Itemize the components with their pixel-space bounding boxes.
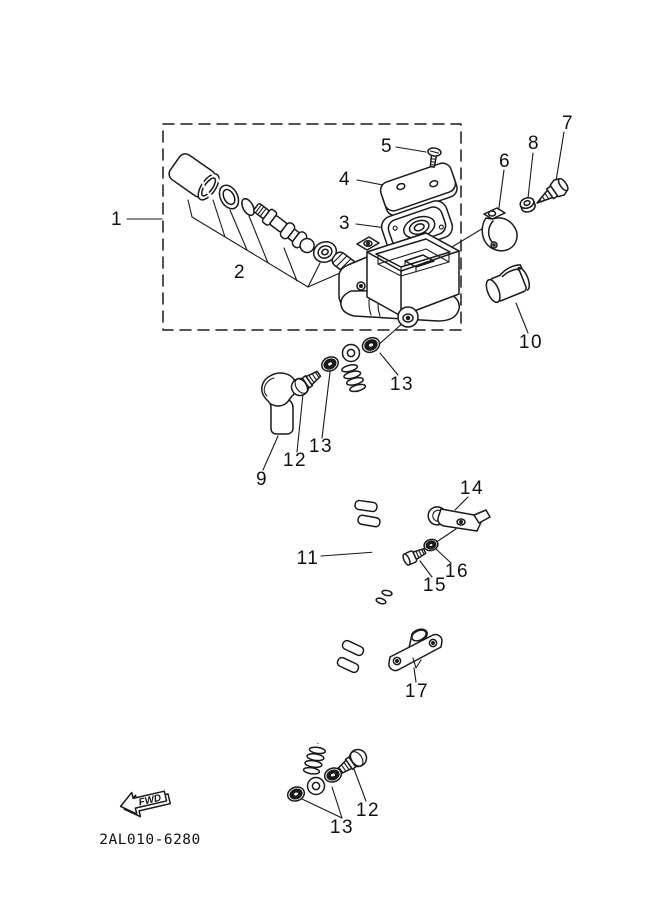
part-callout-15: 15 <box>422 575 448 596</box>
hose-guide-bracket <box>428 507 490 531</box>
crush-washer <box>286 785 307 804</box>
part-callout-16: 16 <box>444 561 470 582</box>
piston-boot <box>166 151 223 203</box>
part-callout-3: 3 <box>338 213 352 234</box>
part-callout-8: 8 <box>527 133 541 154</box>
part-callout-13: 13 <box>389 374 415 395</box>
part-callout-14: 14 <box>459 478 485 499</box>
lower-clamp-bracket <box>389 628 442 671</box>
drawing-number: 2AL010-6280 <box>99 832 201 848</box>
crush-washer <box>360 335 382 355</box>
part-callout-6: 6 <box>498 151 512 172</box>
handlebar-clamp <box>482 263 532 305</box>
part-callout-1: 1 <box>110 209 124 230</box>
part-callout-10: 10 <box>518 332 544 353</box>
o-ring <box>239 197 256 218</box>
part-callout-12: 12 <box>282 450 308 471</box>
fwd-label: FWD <box>137 792 163 809</box>
holder-bracket <box>482 208 517 251</box>
part-callout-2: 2 <box>233 262 247 283</box>
part-callout-13: 13 <box>308 436 334 457</box>
guide-screw <box>402 546 428 566</box>
part-callout-12: 12 <box>355 800 381 821</box>
part-callout-13: 13 <box>329 817 355 838</box>
brake-hose <box>303 345 392 795</box>
mount-washer <box>519 196 537 214</box>
part-callout-9: 9 <box>255 469 269 490</box>
rubber-boot <box>262 373 297 434</box>
part-callout-17: 17 <box>404 681 430 702</box>
crush-washer <box>319 354 340 374</box>
seal-washer <box>216 182 243 212</box>
master-cylinder-body <box>339 233 459 327</box>
part-callout-5: 5 <box>380 136 394 157</box>
part-callout-11: 11 <box>296 548 320 569</box>
mount-bolt <box>532 176 571 211</box>
part-callout-7: 7 <box>561 113 575 134</box>
part-callout-4: 4 <box>338 169 352 190</box>
fwd-direction-arrow <box>118 785 171 821</box>
